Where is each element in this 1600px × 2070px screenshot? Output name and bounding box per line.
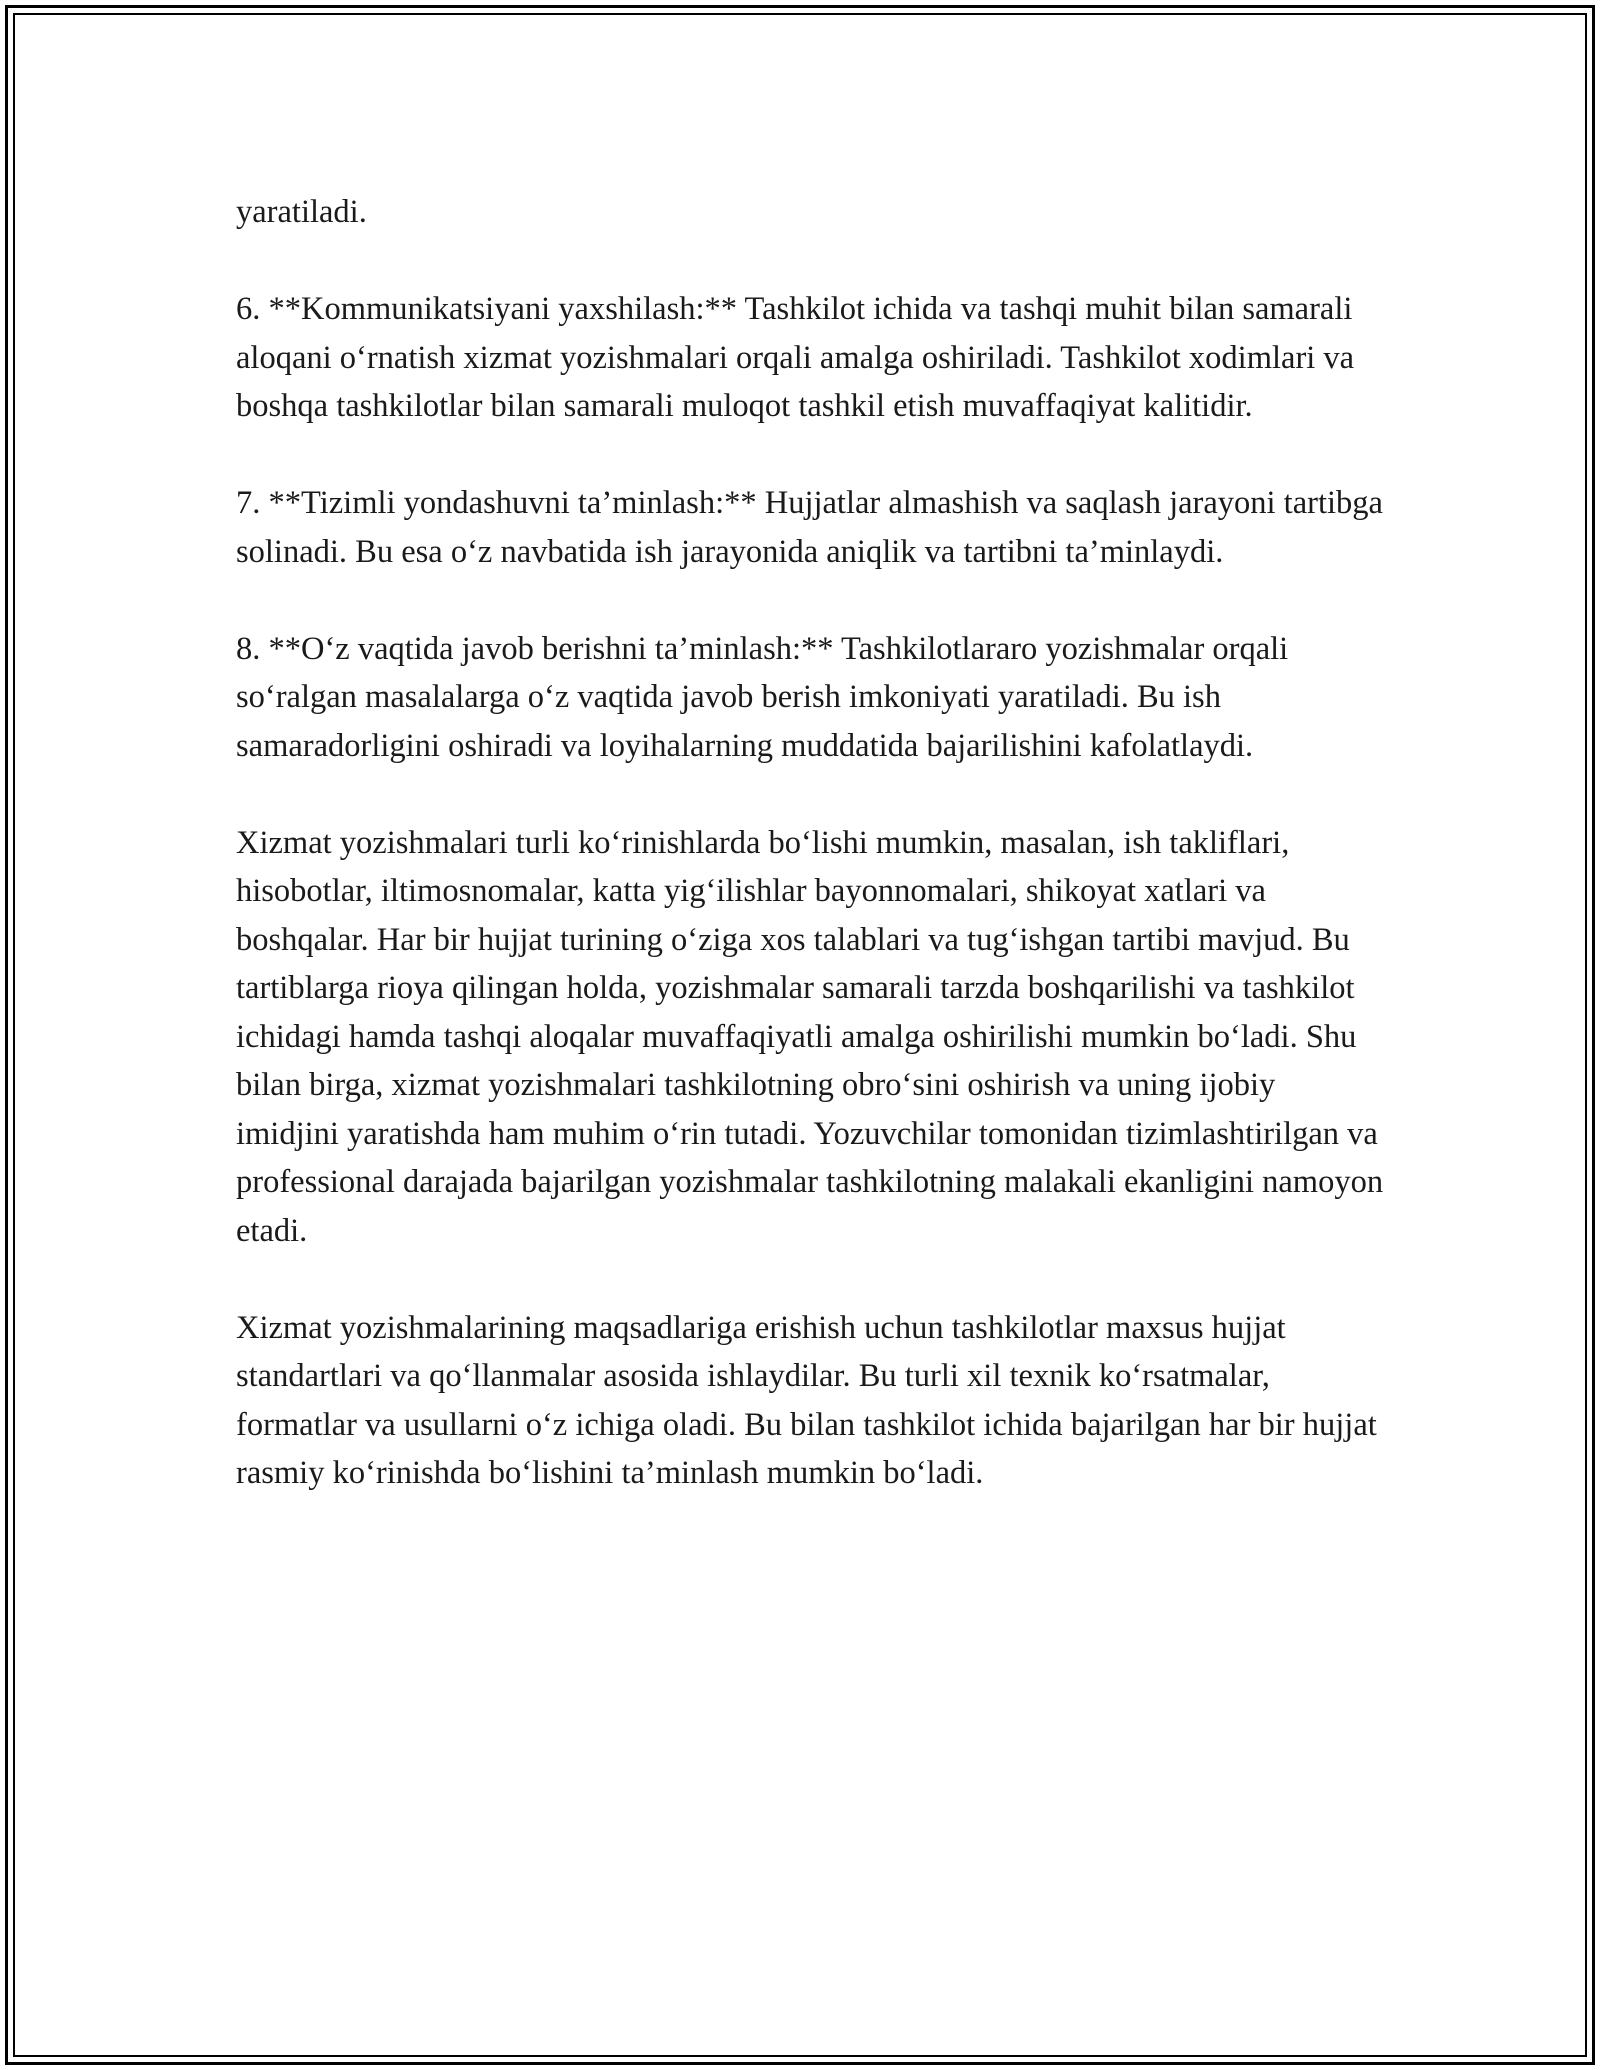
paragraph-item-7: 7. **Tizimli yondashuvni ta’minlash:** Hujjatlar almashish va saqlash jarayoni tartibga solinadi. Bu esa o‘z navbatida ish jarayonida aniqlik va tartibni ta’minlaydi. (236, 485, 1383, 570)
paragraph-continuation: yaratiladi. (236, 194, 367, 230)
paragraph-item-6: 6. **Kommunikatsiyani yaxshilash:** Tashkilot ichida va tashqi muhit bilan samarali aloqani o‘rnatish xizmat yozishmalari orqali amalga oshiriladi. Tashkilot xodimlari va boshqa tashkilotlar bilan samarali muloqot tashkil etish muvaffaqiyat kalitidir. (236, 291, 1355, 424)
paragraph-types: Xizmat yozishmalari turli ko‘rinishlarda bo‘lishi mumkin, masalan, ish takliflari, hisobotlar, iltimosnomalar, katta yig‘ilishlar bayonnomalari, shikoyat xatlari va boshqalar. Har bir hujjat turining o‘ziga xos talablari va tug‘ishgan tartibi mavjud. Bu tartiblarga rioya qilingan holda, yozishmalar samarali tarzda boshqarilishi va tashkilot ichidagi hamda tashqi aloqalar muvaffaqiyatli amalga oshirilishi mumkin bo‘ladi. Shu bilan birga, xizmat yozishmalari tashkilotning obro‘sini oshirish va uning ijobiy imidjini yaratishda ham muhim o‘rin tutadi. Yozuvchilar tomonidan tizimlashtirilgan va professional darajada bajarilgan yozishmalar tashkilotning malakali ekanligini namoyon etadi. (236, 824, 1384, 1249)
document-body (236, 188, 1386, 1546)
paragraph-standards: Xizmat yozishmalarining maqsadlariga erishish uchun tashkilotlar maxsus hujjat standartlari va qo‘llanmalar asosida ishlaydilar. Bu turli xil texnik ko‘rsatmalar, formatlar va usullarni o‘z ichiga oladi. Bu bilan tashkilot ichida bajarilgan har bir hujjat rasmiy ko‘rinishda bo‘lishini ta’minlash mumkin bo‘ladi. (236, 1309, 1377, 1491)
paragraph-item-8: 8. **O‘z vaqtida javob berishni ta’minlash:** Tashkilotlararo yozishmalar orqali so‘ralgan masalalarga o‘z vaqtida javob berish imkoniyati yaratiladi. Bu ish samaradorligini oshiradi va loyihalarning muddatida bajarilishini kafolatlaydi. (236, 630, 1289, 764)
